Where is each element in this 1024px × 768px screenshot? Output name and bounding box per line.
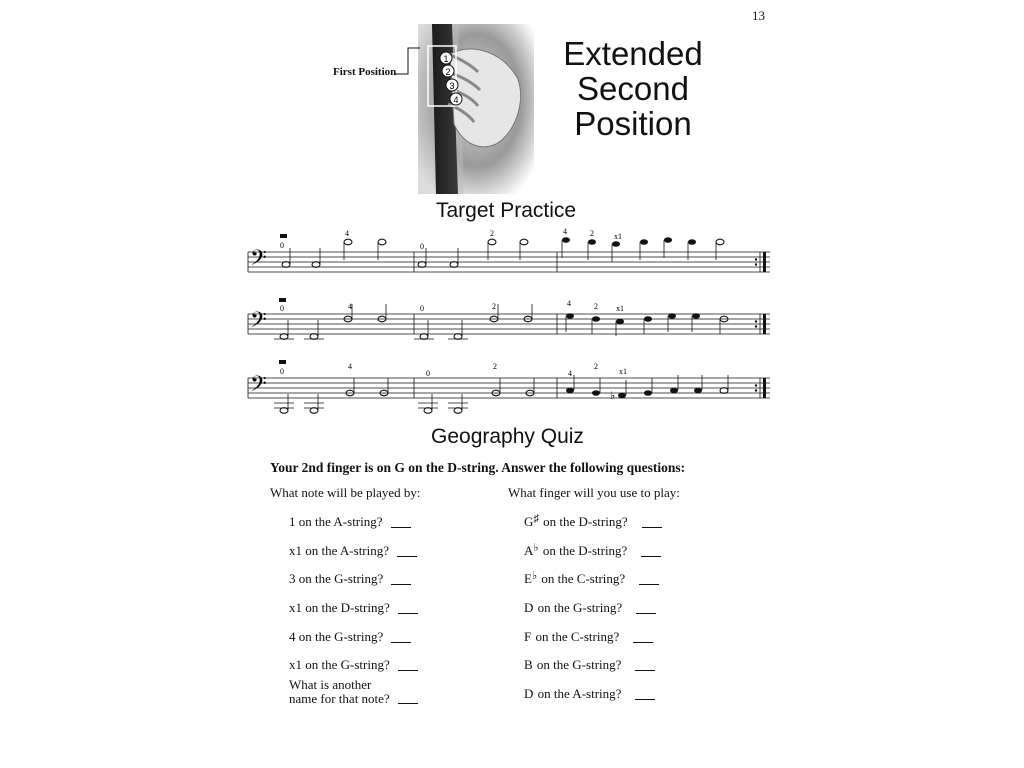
quiz-question-right: F on the C-string? [524,629,653,645]
finger-label: 2 [590,229,594,238]
music-staff-row-1 [244,228,770,284]
quiz-question-right: A ♭ on the D-string? [524,543,661,559]
answer-blank[interactable] [641,555,661,557]
quiz-question-right: D on the A-string? [524,686,655,702]
finger-label: 4 [567,299,571,308]
quiz-question-right: D on the G-string? [524,600,656,616]
finger-label: 0 [280,304,284,313]
finger-label: 2 [594,302,598,311]
page-title: Extended Second Position [563,35,703,142]
first-position-pointer [394,44,424,78]
finger-label: x1 [614,232,622,241]
quiz-question-right: G ♯ on the D-string? [524,514,662,530]
finger-4-label: 4 [453,95,459,105]
page-number: 13 [752,8,765,23]
answer-blank[interactable] [635,669,655,671]
hand-position-photo [418,24,534,194]
finger-3-label: 3 [449,81,455,91]
answer-blank[interactable] [636,612,656,614]
target-practice-title: Target Practice [436,199,577,222]
flat-sign-icon: ♭ [610,389,616,402]
finger-label: 0 [426,369,430,378]
answer-blank[interactable] [398,612,418,614]
finger-label: 0 [280,367,284,376]
finger-label: 4 [345,229,349,238]
left-column-heading: What note will be played by: [270,485,421,500]
finger-label: 4 [563,228,567,236]
finger-label: 0 [420,242,424,251]
geography-quiz-title: Geography Quiz [431,425,584,448]
finger-label: 0 [420,304,424,313]
right-column-heading: What finger will you use to play: [508,485,680,500]
music-staff-row-2 [244,298,770,348]
quiz-question-left: 4 on the G-string? [289,629,411,645]
bass-clef-icon: 𝄢 [250,246,267,276]
finger-label: x1 [616,304,624,313]
finger-label: 2 [594,362,598,371]
bass-clef-icon: 𝄢 [250,372,267,402]
answer-blank[interactable] [639,583,659,585]
quiz-question-left: 3 on the G-string? [289,571,411,587]
answer-blank[interactable] [391,641,411,643]
quiz-question-left: 1 on the A-string? [289,514,411,530]
finger-label: x1 [619,367,627,376]
finger-label: 2 [490,229,494,238]
music-staff-row-3 [244,360,770,422]
answer-blank[interactable] [642,526,662,528]
quiz-instructions: Your 2nd finger is on G on the D-string. Answer the following questions: [270,460,686,475]
quiz-question-left: x1 on the G-string? [289,657,418,673]
answer-blank[interactable] [635,698,655,700]
quiz-question-left: x1 on the A-string? [289,543,417,559]
finger-label: 4 [348,302,352,311]
answer-blank[interactable] [398,669,418,671]
answer-blank[interactable] [397,555,417,557]
finger-label: 4 [348,362,352,371]
finger-label: 2 [492,302,496,311]
finger-label: 4 [568,369,572,378]
answer-blank[interactable] [633,641,653,643]
quiz-question-left: x1 on the D-string? [289,600,418,616]
quiz-question-left-extra: What is another name for that note? [289,678,418,706]
finger-label: 0 [280,241,284,250]
quiz-question-right: E ♭ on the C-string? [524,571,659,587]
answer-blank[interactable] [391,526,411,528]
answer-blank[interactable] [391,583,411,585]
finger-1-label: 1 [443,54,449,64]
finger-label: 2 [493,362,497,371]
first-position-label: First Position [333,66,397,78]
quiz-question-right: B on the G-string? [524,657,655,673]
answer-blank[interactable] [398,702,418,704]
finger-2-label: 2 [445,67,451,77]
bass-clef-icon: 𝄢 [250,308,267,338]
